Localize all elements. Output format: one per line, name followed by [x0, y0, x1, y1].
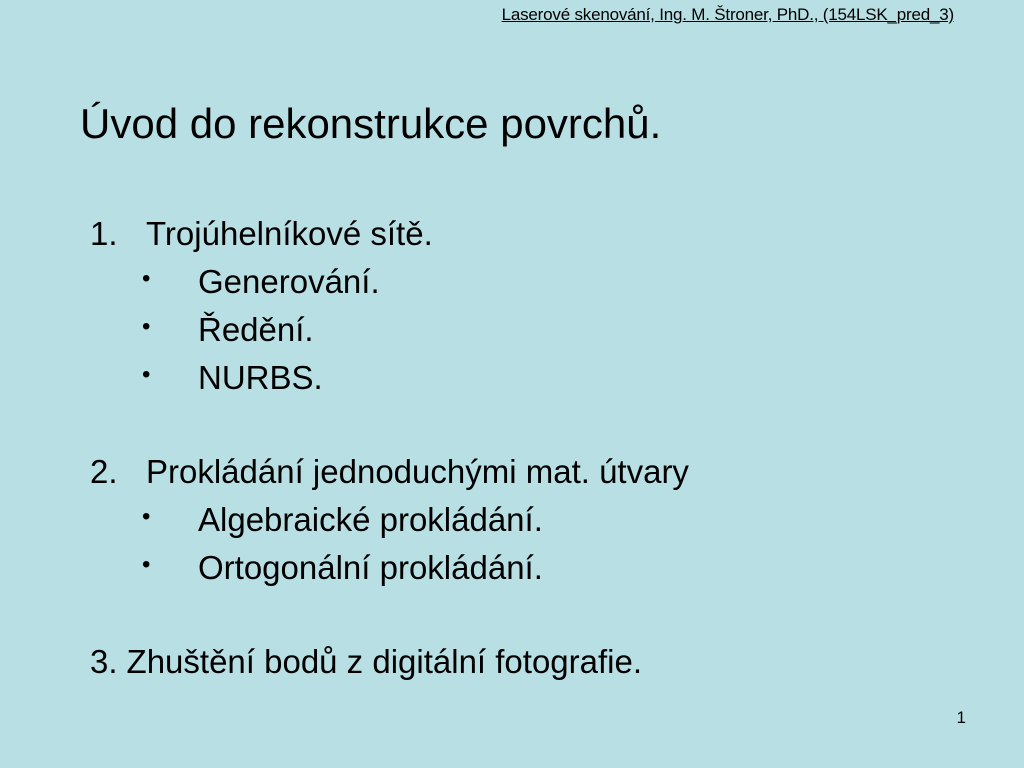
list-item-text: Generování. — [198, 263, 380, 300]
section-number: 2. — [90, 453, 118, 490]
section-label: Trojúhelníkové sítě. — [146, 215, 433, 252]
section-heading — [90, 448, 689, 496]
list-item-text: Ředění. — [198, 311, 314, 348]
list-item-text: Algebraické prokládání. — [198, 501, 543, 538]
slide-header: Laserové skenování, Ing. M. Štroner, PhD., (154LSK_pred_3) — [501, 5, 954, 24]
section-label: Zhuštění bodů z digitální fotografie. — [126, 643, 643, 680]
section-simple-shape-fitting — [90, 448, 689, 592]
section-number: 1. — [90, 215, 118, 252]
bullet-list — [90, 496, 689, 592]
section-number: 3. — [90, 643, 118, 680]
bullet-icon: • — [142, 313, 151, 341]
bullet-icon: • — [142, 265, 151, 293]
list-item — [90, 496, 689, 544]
page-number: 1 — [956, 708, 966, 727]
list-item — [90, 544, 689, 592]
section-heading — [90, 638, 689, 686]
list-item — [90, 258, 689, 306]
bullet-list — [90, 258, 689, 402]
slide-content — [90, 210, 689, 686]
section-label: Prokládání jednoduchými mat. útvary — [146, 453, 689, 490]
list-item-text: Ortogonální prokládání. — [198, 549, 543, 586]
list-item-text: NURBS. — [198, 359, 323, 396]
list-item — [90, 306, 689, 354]
bullet-icon: • — [142, 503, 151, 531]
section-heading — [90, 210, 689, 258]
list-item — [90, 354, 689, 402]
slide-title: Úvod do rekonstrukce povrchů. — [80, 100, 662, 147]
section-triangle-meshes — [90, 210, 689, 402]
bullet-icon: • — [142, 361, 151, 389]
bullet-icon: • — [142, 551, 151, 579]
section-photo-densification — [90, 638, 689, 686]
